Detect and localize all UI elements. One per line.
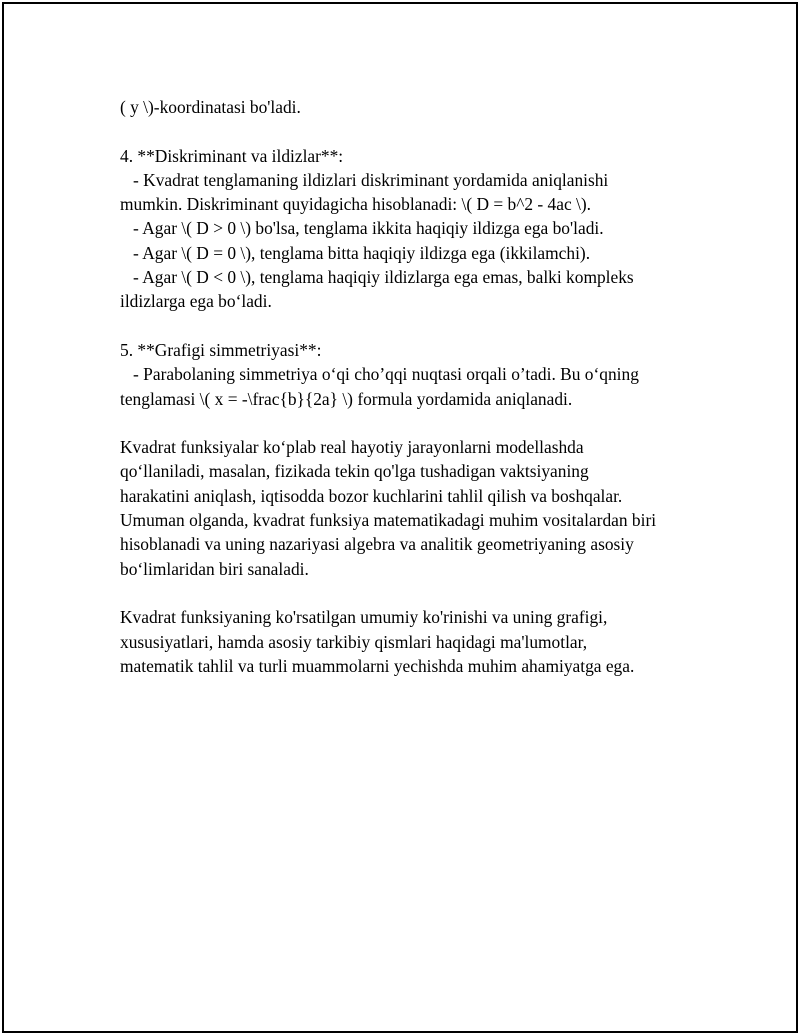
text-line: - Agar \( D > 0 \) bo'lsa, tenglama ikkita haqiqiy ildizga ega bo'ladi. xyxy=(120,218,604,239)
text-line: Kvadrat funksiyaning ko'rsatilgan umumiy ko'rinishi va uning grafigi, xyxy=(120,607,608,628)
section-heading: 5. **Grafigi simmetriyasi**: xyxy=(120,339,322,360)
text-line: ( y \)-koordinatasi bo'ladi. xyxy=(120,97,301,117)
text-line: - Parabolaning simmetriya o‘qi cho’qqi nuqtasi orqali o’tadi. Bu o‘qning xyxy=(120,364,639,385)
text-line: Kvadrat funksiyalar ko‘plab real hayotiy jarayonlarni modellashda xyxy=(120,437,584,458)
text-line: xususiyatlari, hamda asosiy tarkibiy qismlari haqidagi ma'lumotlar, xyxy=(120,631,588,652)
text-line: tenglamasi \( x = -\frac{b}{2a} \) formula yordamida aniqlanadi. xyxy=(120,388,573,409)
paragraph-gap xyxy=(120,314,700,338)
text-line: - Kvadrat tenglamaning ildizlari diskriminant yordamida aniqlanishi xyxy=(120,169,609,190)
paragraph-continuation xyxy=(120,95,700,119)
paragraph-applications xyxy=(120,435,700,581)
text-line: - Agar \( D < 0 \), tenglama haqiqiy ildizlarga ega emas, balki kompleks xyxy=(120,267,634,288)
text-line: qo‘llaniladi, masalan, fizikada tekin qo'lga tushadigan vaktsiyaning xyxy=(120,461,589,482)
paragraph-symmetry xyxy=(120,338,700,411)
page-frame xyxy=(2,2,798,1033)
paragraph-conclusion xyxy=(120,605,700,678)
text-line: harakatini aniqlash, iqtisodda bozor kuchlarini tahlil qilish va boshqalar. xyxy=(120,485,623,506)
text-line: matematik tahlil va turli muammolarni yechishda muhim ahamiyatga ega. xyxy=(120,655,635,676)
paragraph-gap xyxy=(120,581,700,605)
text-line: bo‘limlaridan biri sanaladi. xyxy=(120,558,309,579)
paragraph-discriminant xyxy=(120,144,700,314)
paragraph-gap xyxy=(120,411,700,435)
text-line: - Agar \( D = 0 \), tenglama bitta haqiqiy ildizga ega (ikkilamchi). xyxy=(120,242,591,263)
text-line: hisoblanadi va uning nazariyasi algebra va analitik geometriyaning asosiy xyxy=(120,534,634,555)
section-heading: 4. **Diskriminant va ildizlar**: xyxy=(120,145,344,166)
text-line: ildizlarga ega bo‘ladi. xyxy=(120,291,272,312)
paragraph-gap xyxy=(120,119,700,143)
text-line: mumkin. Diskriminant quyidagicha hisoblanadi: \( D = b^2 - 4ac \). xyxy=(120,194,592,215)
text-line: Umuman olganda, kvadrat funksiya matematikadagi muhim vositalardan biri xyxy=(120,510,657,531)
document-body xyxy=(120,95,700,678)
